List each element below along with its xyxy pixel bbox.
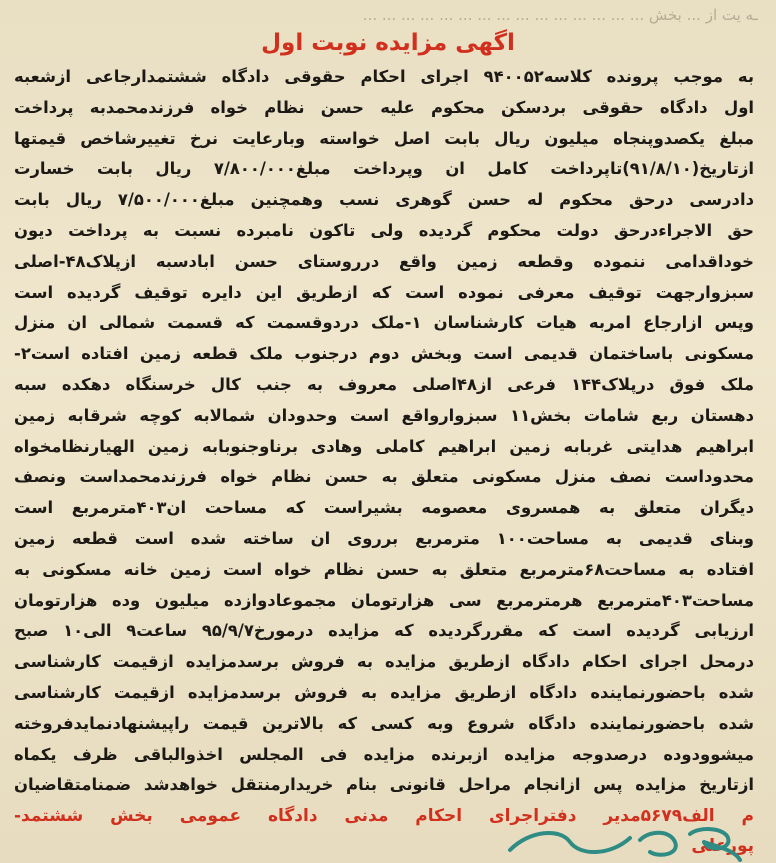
- body-line: ارزیابی گردیده است که مقررگردیده که مزایده درمورخ۹۵/۹/۷ ساعت۹ الی۱۰ صبح: [14, 621, 754, 641]
- body-line: دهستان ربع شامات بخش۱۱ سبزوارواقع است وحدودان شمالابه کوچه شرقابه زمین: [14, 405, 754, 425]
- body-line: ازتاریخ(۹۱/۸/۱۰)تاپرداخت کامل ان وپرداخت مبلغ۷/۸۰۰/۰۰۰ ریال بابت خسارت: [14, 159, 754, 179]
- body-line: به موجب پرونده کلاسه۹۴۰۰۵۲ اجرای احکام حقوقی دادگاه ششتمدارجاعی ازشعبه: [14, 67, 754, 86]
- footer-registrar-line: م الف۵۶۷۹مدیر دفتراجرای احکام مدنی دادگاه عمومی بخش ششتمد-: [14, 806, 754, 826]
- body-line: ازتاریخ مزایده پس ازانجام مراحل قانونی بنام خریدارمنتقل خواهدشد ضمنامتقاضیان: [14, 775, 754, 795]
- body-line: مبلغ یکصدوپنجاه میلیون ریال بابت اصل خواسته وبارعایت نرخ تغییرشاخص قیمتها: [14, 128, 754, 148]
- body-line: سبزوارجهت توقیف معرفی نموده است که ازطریق این دایره توقیف گردیده است: [14, 282, 754, 302]
- body-line: حق الاجراءدرحق دولت محکوم گردیده ولی تاکون نامبرده نسبت به پرداخت دیون: [14, 220, 754, 240]
- body-line: دیگران متعلق به همسروی معصومه بشیراست که مساحت ان۴۰۳مترمربع است: [14, 498, 754, 518]
- body-line: مساحت۴۰۳مترمربع هرمترمربع سی هزارتومان مجموعادوازده میلیون وده هزارتومان: [14, 590, 754, 610]
- body-line: اول دادگاه حقوقی بردسکن محکوم علیه حسن نظام خواه فرزندمحمدبه پرداخت: [14, 97, 754, 117]
- body-line: ملک فوق درپلاک۱۴۴ فرعی از۴۸اصلی معروف به جنب کال خرسنگاه دهکده سبه: [14, 374, 754, 394]
- notice-body: [14, 62, 754, 802]
- body-line: افتاده به مساحت۶۸مترمربع متعلق به حسن نظام خواه است زمین خانه مسکونی به: [14, 559, 754, 579]
- body-line: وبنای قدیمی به مساحت۱۰۰ مترمربع برروی ان ساخته شده است قطعه زمین: [14, 528, 754, 548]
- bleed-through-text: ـه یت از ... بخش ... ... ... ... ... ... ... ... ... ... ... ... ... ... ...: [362, 6, 758, 24]
- body-line: خوداقدامی ننموده وقطعه زمین واقع درروستای حسن ابادسبه ازپلاک۴۸-اصلی: [14, 251, 754, 271]
- body-line: شده باحضورنماینده دادگاه ازطریق مزایده به فروش برسدمزایده ازقیمت کارشناسی: [14, 682, 754, 702]
- body-line: محدوداست نصف منزل مسکونی متعلق به حسن نظام خواه فرزندمحمداست ونصف: [14, 467, 754, 487]
- body-line: وپس ازارجاع امربه هیات کارشناسان ۱-ملک دردوقسمت که قسمت شمالی ان منزل: [14, 313, 754, 333]
- notice-title: اگهی مزایده نوبت اول: [261, 30, 515, 56]
- body-line: درمحل اجرای احکام دادگاه ازطریق مزایده به فروش برسدمزایده ازقیمت کارشناسی: [14, 652, 754, 672]
- body-line: ابراهیم هدایتی غربابه زمین ابراهیم کاملی وهادی برناوجنوبابه زمین الهیارنظامخواه: [14, 436, 754, 456]
- body-line: میشوودوده درصدوجه مزایده ازبرنده مزایده فی المجلس اخذوالباقی ظرف یکماه: [14, 744, 754, 764]
- body-line: مسکونی باساختمان قدیمی است وبخش دوم درجنوب ملک قطعه زمین افتاده است۲-: [14, 344, 754, 364]
- body-line: دادرسی درحق محکوم له حسن گوهری نسب وهمچنین مبلغ۷/۵۰۰/۰۰۰ ریال بابت: [14, 190, 754, 210]
- signature-name: پورعلی: [691, 836, 754, 856]
- body-line: شده باحضورنماینده دادگاه شروع وبه کسی که بالاترین قیمت راپیشنهادنمایدفروخته: [14, 713, 754, 733]
